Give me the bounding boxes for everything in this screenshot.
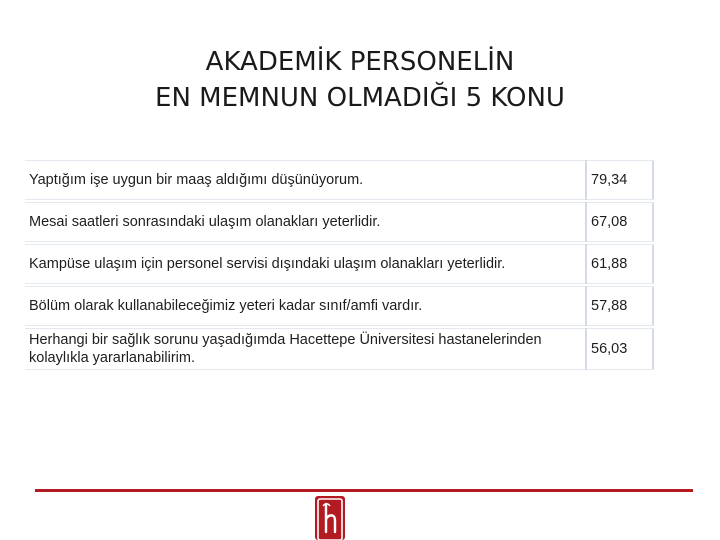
- table-row: [25, 285, 654, 327]
- statement-cell: Bölüm olarak kullanabileceğimiz yeteri kadar sınıf/amfi vardır.: [25, 285, 586, 327]
- page-title: [0, 44, 720, 116]
- table-row: [25, 243, 654, 285]
- statement-cell: Yaptığım işe uygun bir maaş aldığımı düşünüyorum.: [25, 159, 586, 201]
- score-cell: 56,03: [586, 327, 654, 371]
- statement-cell: Herhangi bir sağlık sorunu yaşadığımda Hacettepe Üniversitesi hastanelerinden kolaylıkla yararlanabilirim.: [25, 327, 586, 371]
- footer-divider: [35, 489, 693, 492]
- score-cell: 57,88: [586, 285, 654, 327]
- score-cell: 79,34: [586, 159, 654, 201]
- score-cell: 61,88: [586, 243, 654, 285]
- title-line-1: AKADEMİK PERSONELİN: [205, 47, 515, 77]
- hacettepe-logo-icon: [313, 494, 347, 540]
- table-row: [25, 327, 654, 371]
- results-table: [25, 158, 654, 372]
- score-cell: 67,08: [586, 201, 654, 243]
- statement-cell: Kampüse ulaşım için personel servisi dışındaki ulaşım olanakları yeterlidir.: [25, 243, 586, 285]
- table-row: [25, 159, 654, 201]
- title-line-2: EN MEMNUN OLMADIĞI 5 KONU: [155, 83, 565, 113]
- table-row: [25, 201, 654, 243]
- statement-cell: Mesai saatleri sonrasındaki ulaşım olanakları yeterlidir.: [25, 201, 586, 243]
